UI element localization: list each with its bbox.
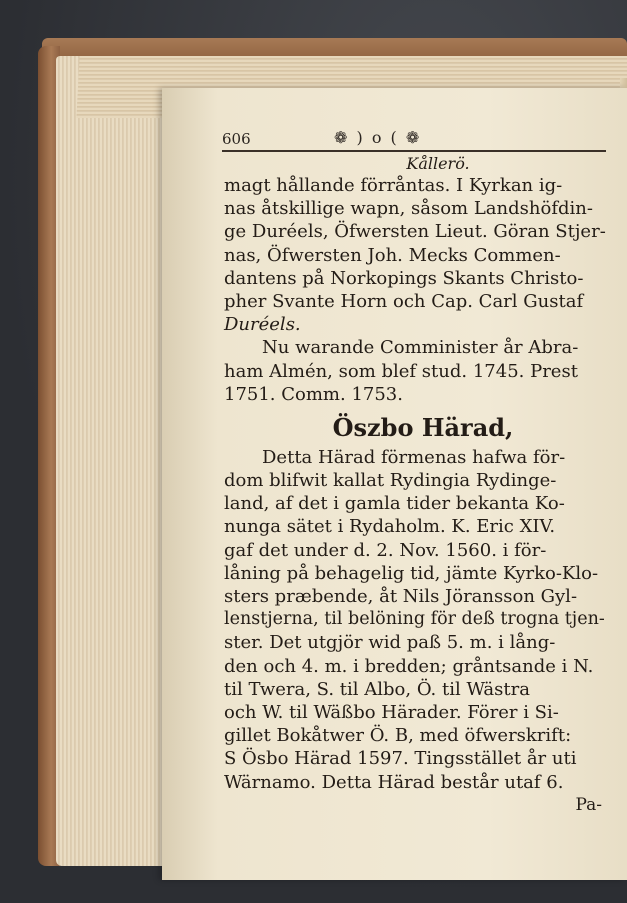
text-line: land, af det i gamla tider bekanta Ko-	[224, 493, 565, 515]
text-line: ham Almén, som blef stud. 1745. Prest	[224, 360, 578, 382]
text-line: sters præbende, åt Nils Jöransson Gyl-	[224, 586, 578, 607]
text-line: til Twera, S. til Albo, Ö. til Wästra	[224, 678, 530, 700]
header-rule	[222, 150, 606, 152]
text-line: dantens på Norkopings Skants Christo-	[224, 267, 584, 289]
text-line: lenstjerna, til belöning för deß trogna tjen-	[224, 609, 605, 630]
text-line: Wärnamo. Detta Härad består utaf 6.	[224, 771, 564, 793]
text-line: 1751. Comm. 1753.	[224, 383, 403, 405]
text-line: Nu warande Comminister år Abra-	[262, 337, 579, 359]
text-line: nas, Öfwersten Joh. Mecks Commen-	[224, 244, 561, 266]
text-line: Duréels.	[224, 314, 301, 336]
text-line: dom blifwit kallat Rydingia Rydinge-	[224, 470, 557, 492]
text-line: låning på behagelig tid, jämte Kyrko-Klo-	[224, 562, 599, 584]
text-line: Detta Härad förmenas hafwa för-	[262, 446, 566, 468]
running-head: Kållerö.	[406, 154, 470, 173]
page-number: 606	[222, 130, 251, 148]
text-line: magt hållande förråntas. I Kyrkan ig-	[224, 175, 563, 196]
text-line: nas åtskillige wapn, såsom Landshöfdin-	[224, 198, 593, 220]
text-line: den och 4. m. i bredden; gråntsande i N.	[224, 655, 594, 677]
header-ornament: ❁ ) o ( ❁	[334, 128, 422, 147]
text-line: gillet Bokåtwer Ö. B, med öfwerskrift:	[224, 725, 572, 747]
text-line: och W. til Wäßbo Härader. Förer i Si-	[224, 701, 559, 723]
text-line: pher Svante Horn och Cap. Carl Gustaf	[224, 290, 584, 312]
text-line: ge Duréels, Öfwersten Lieut. Göran Stjer-	[224, 221, 606, 243]
page-text	[224, 154, 612, 817]
section-heading: Öszbo Härad,	[332, 412, 514, 442]
catchword: Pa-	[575, 794, 602, 815]
text-line: S Ösbo Härad 1597. Tingsstället år uti	[224, 748, 577, 770]
page-edges-left	[56, 56, 164, 866]
page-header	[222, 128, 602, 152]
text-line: ster. Det utgjör wid paß 5. m. i lång-	[224, 632, 556, 654]
text-line: nunga sätet i Rydaholm. K. Eric XIV.	[224, 516, 556, 538]
text-line: gaf det under d. 2. Nov. 1560. i för-	[224, 539, 547, 561]
